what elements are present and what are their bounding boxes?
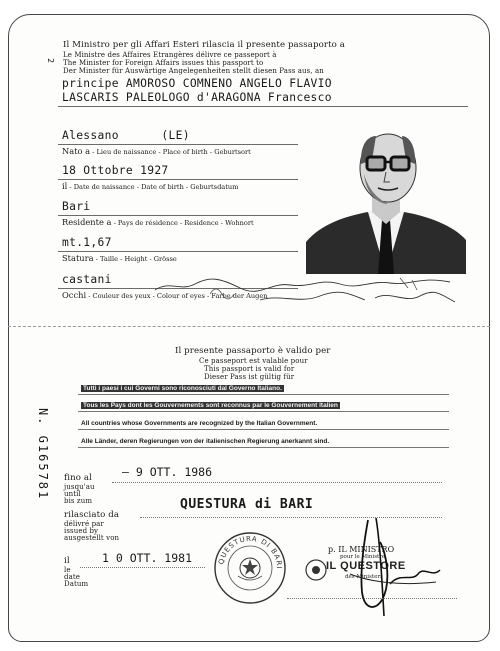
- issuing-authority-value: QUESTURA di BARI: [180, 497, 314, 512]
- expiry-date-value: – 9 OTT. 1986: [122, 465, 213, 479]
- height-underline: [58, 251, 298, 252]
- expiry-underline: [112, 482, 442, 483]
- date-of-birth-underline: [58, 179, 298, 180]
- validity-band-fr: Tous les Pays dont les Gouvernements sont reconnus par le Gouvernement Italien: [78, 400, 449, 412]
- validity-heading-it: Il presente passaporto è valido per: [175, 346, 331, 356]
- eye-colour-value: castani: [62, 273, 112, 286]
- issue-date-label-de: Datum: [64, 580, 89, 588]
- residence-label: Residente a - Pays de résidence - Residence - Wohnort: [62, 217, 254, 227]
- questore-stamp-text: IL QUESTORE: [326, 560, 406, 572]
- date-of-birth-label: il - Date de naissance - Date of birth - Geburtsdatum: [62, 181, 239, 191]
- questura-stamp: [212, 530, 288, 606]
- page-fold-line: [8, 326, 490, 328]
- place-of-birth-label: Nato a - Lieu de naissance - Place of birth - Geburtsort: [62, 146, 251, 156]
- holder-signature: [150, 270, 465, 314]
- issued-by-label-fr: délivré par: [64, 520, 104, 528]
- header-line-en: The Minister for Foreign Affairs issues this passport to: [63, 59, 264, 67]
- date-of-birth-value: 18 Ottobre 1927: [62, 164, 169, 177]
- holder-name-line1: principe AMOROSO COMNENO ANGELO FLAVIO: [62, 77, 332, 90]
- page-number: 2: [45, 58, 55, 63]
- signature-line-ministro: p. IL MINISTRO: [328, 545, 395, 554]
- validity-band-de: Alle Länder, deren Regierungen von der italienischen Regierung anerkannt sind.: [78, 436, 449, 448]
- validity-heading-en: This passport is valid for: [204, 365, 295, 373]
- issue-date-label-en: date: [64, 573, 81, 581]
- stamp-ring-text: QUESTURA DI BARI: [217, 534, 284, 570]
- validity-band-it: Tutti i paesi i cui Governi sono riconosciuti dal Governo Italiano.: [78, 383, 449, 395]
- name-underline: [58, 106, 468, 107]
- expiry-label-de: bis zum: [64, 497, 93, 505]
- eye-colour-label: Occhi - Couleur des yeux - Colour of eyes - Farbe der Augen: [62, 290, 268, 300]
- issue-date-value: 1 0 OTT. 1981: [102, 551, 193, 565]
- issue-date-label-it: il: [64, 556, 70, 566]
- validity-heading-fr: Ce passeport est valable pour: [199, 357, 308, 365]
- official-signature: [340, 512, 460, 622]
- header-line-fr: Le Ministre des Affaires Etrangères délivre ce passeport à: [63, 51, 277, 59]
- issued-by-label-en: issued by: [64, 527, 99, 535]
- questore-small-seal: [304, 558, 328, 582]
- residence-value: Bari: [62, 200, 91, 213]
- height-value: mt.1,67: [62, 236, 112, 249]
- height-label: Statura - Taille - Height - Grösse: [62, 253, 177, 263]
- validity-band-en: All countries whose Governments are recognized by the Italian Government.: [78, 418, 449, 430]
- passport-serial-number: N. G165781: [36, 408, 50, 501]
- place-of-birth-underline: [58, 144, 298, 145]
- expiry-label-en: until: [64, 490, 81, 498]
- place-of-birth-value: Alessano (LE): [62, 129, 190, 142]
- issue-date-label-fr: le: [64, 566, 71, 574]
- holder-name-line2: LASCARIS PALEOLOGO d'ARAGONA Francesco: [62, 91, 332, 104]
- signature-underline: [287, 598, 457, 599]
- signature-line-pour: pour le Ministre: [340, 554, 386, 560]
- validity-heading-de: Dieser Pass ist gültig für: [204, 373, 295, 381]
- expiry-label-fr: jusqu'au: [64, 483, 95, 491]
- expiry-label-it: fino al: [64, 473, 92, 483]
- holder-photo: [306, 124, 466, 274]
- issued-by-label-de: ausgestellt von: [64, 534, 120, 542]
- header-line-de: Der Minister für Auswärtige Angelegenheiten stellt diesen Pass aus, an: [63, 67, 324, 75]
- residence-underline: [58, 215, 298, 216]
- signature-line-ministers: des Ministers: [345, 574, 383, 580]
- header-line-it: Il Ministro per gli Affari Esteri rilascia il presente passaporto a: [63, 40, 345, 50]
- issue-date-underline: [80, 567, 205, 568]
- issued-by-label-it: rilasciato da: [64, 510, 120, 520]
